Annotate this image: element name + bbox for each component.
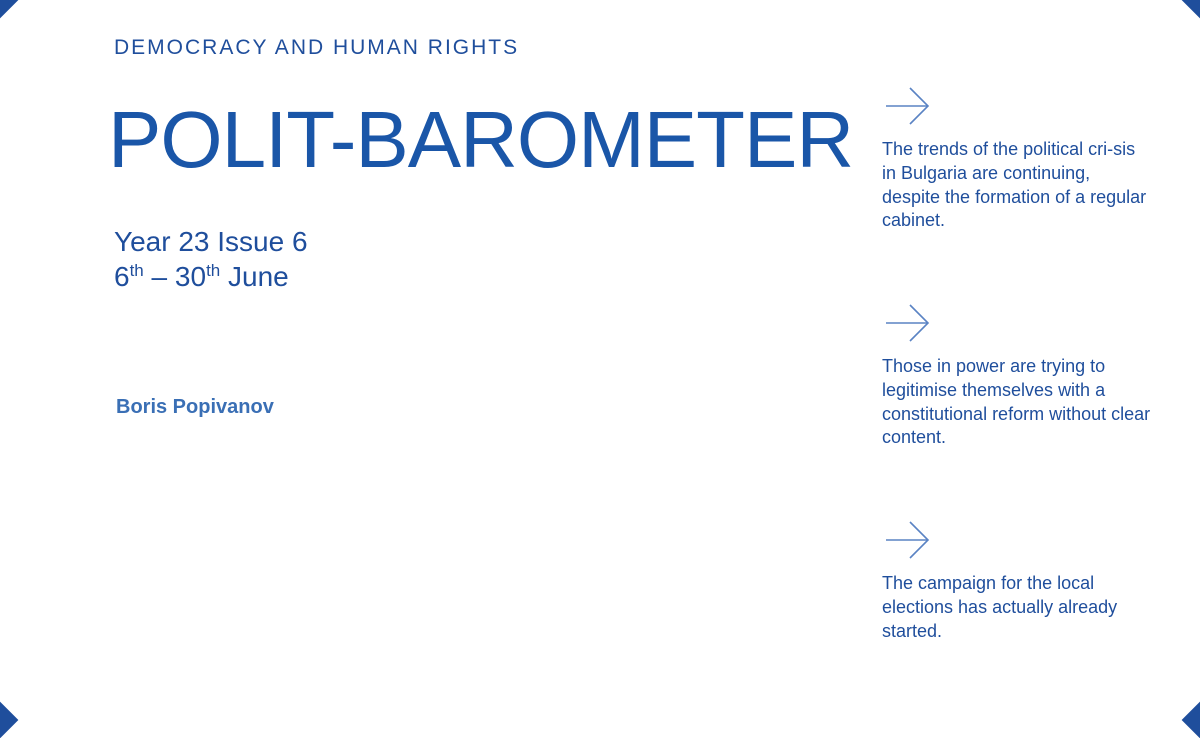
arrow-right-icon [884, 86, 932, 126]
summary-text: The campaign for the local elections has actually already started. [882, 573, 1118, 641]
issue-line: Year 23 Issue 6 [114, 226, 308, 257]
date-dash: – [143, 261, 175, 292]
date-start-number: 6 [114, 261, 130, 292]
arrow-right-icon [884, 520, 932, 560]
author-name: Boris Popivanov [116, 396, 274, 418]
summary-item [882, 86, 1152, 233]
date-end-number: 30 [174, 261, 207, 292]
issue-info [114, 224, 308, 294]
issue-date-range [114, 259, 308, 294]
summary-text: The trends of the political cri-sis in Bulgaria are continuing, despite the formation of a regular cabinet. [882, 139, 1147, 231]
corner-mark-top-left [0, 0, 18, 18]
summary-text: Those in power are trying to legitimise themselves with a constitutional reform without clear content. [882, 356, 1151, 448]
series-kicker: DEMOCRACY AND HUMAN RIGHTS [114, 36, 520, 59]
date-end-suffix: th [206, 261, 221, 280]
date-month: June [220, 261, 289, 292]
summary-item [882, 303, 1152, 450]
corner-mark-top-right [1182, 0, 1200, 18]
page-title: POLIT-BAROMETER [108, 95, 854, 184]
summary-item [882, 520, 1152, 643]
date-start-suffix: th [129, 261, 144, 280]
arrow-right-icon [884, 303, 932, 343]
